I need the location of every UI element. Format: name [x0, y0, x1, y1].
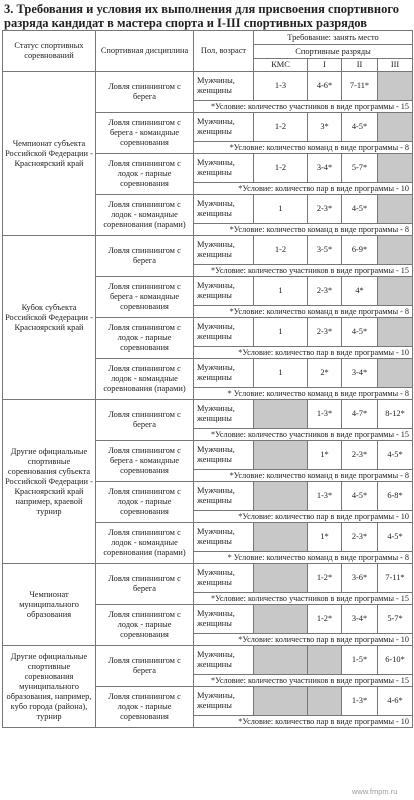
kms-cell [254, 605, 308, 634]
rank-1-cell: 1* [308, 523, 342, 552]
rank-3-cell [378, 72, 413, 101]
table-row [3, 400, 413, 429]
discipline-cell: Ловля спиннингом с берега - командные соревнования [96, 113, 194, 154]
condition-note: * Условие: количество команд в виде программы - 8 [194, 552, 413, 564]
rank-1-cell: 2-3* [308, 318, 342, 347]
discipline-cell: Ловля спиннингом с берега [96, 400, 194, 441]
rank-2-cell: 2-3* [342, 523, 378, 552]
header-requirement: Требование: занять место [254, 31, 413, 45]
discipline-cell: Ловля спиннингом с лодок - парные соревнования [96, 687, 194, 728]
discipline-cell: Ловля спиннингом с берега [96, 564, 194, 605]
rank-2-cell: 4-5* [342, 113, 378, 142]
rank-3-cell: 6-10* [378, 646, 413, 675]
header-kms: КМС [254, 59, 308, 72]
header-rank-3: III [378, 59, 413, 72]
rank-2-cell: 4-5* [342, 318, 378, 347]
condition-note: *Условие: количество участников в виде программы - 15 [194, 429, 413, 441]
rank-1-cell: 1* [308, 441, 342, 470]
header-rank-2: II [342, 59, 378, 72]
gender-cell: Мужчины, женщины [194, 646, 254, 675]
rank-2-cell: 2-3* [342, 441, 378, 470]
condition-note: *Условие: количество пар в виде программы - 10 [194, 511, 413, 523]
rank-1-cell: 2-3* [308, 277, 342, 306]
rank-2-cell: 3-6* [342, 564, 378, 593]
discipline-cell: Ловля спиннингом с лодок - командные соревнования (парами) [96, 359, 194, 400]
condition-note: *Условие: количество участников в виде программы - 15 [194, 101, 413, 113]
section-status: Другие официальные спортивные соревнования субъекта Российской Федерации - Красноярский край например, краевой турнир [3, 400, 96, 564]
rank-3-cell: 4-6* [378, 687, 413, 716]
rank-2-cell: 5-7* [342, 154, 378, 183]
gender-cell: Мужчины, женщины [194, 400, 254, 429]
rank-3-cell [378, 154, 413, 183]
rank-1-cell: 3* [308, 113, 342, 142]
rank-3-cell: 4-5* [378, 441, 413, 470]
rank-1-cell [308, 687, 342, 716]
kms-cell: 1 [254, 277, 308, 306]
gender-cell: Мужчины, женщины [194, 359, 254, 388]
condition-note: *Условие: количество пар в виде программы - 10 [194, 347, 413, 359]
rank-3-cell [378, 236, 413, 265]
rank-2-cell: 6-9* [342, 236, 378, 265]
condition-note: *Условие: количество команд в виде программы - 8 [194, 306, 413, 318]
rank-1-cell: 4-6* [308, 72, 342, 101]
rank-1-cell: 1-3* [308, 482, 342, 511]
rank-1-cell: 1-2* [308, 564, 342, 593]
header-discipline: Спортивная дисциплина [96, 31, 194, 72]
condition-note: *Условие: количество команд в виде программы - 8 [194, 470, 413, 482]
gender-cell: Мужчины, женщины [194, 72, 254, 101]
table-row [3, 646, 413, 675]
gender-cell: Мужчины, женщины [194, 277, 254, 306]
rank-3-cell: 7-11* [378, 564, 413, 593]
table-row [3, 236, 413, 265]
condition-note: * Условие: количество команд в виде программы - 8 [194, 388, 413, 400]
discipline-cell: Ловля спиннингом с берега - командные соревнования [96, 441, 194, 482]
rank-3-cell [378, 113, 413, 142]
page-title: 3. Требования и условия их выполнения для присвоения спортивного разряда кандидат в мастера спорта и I-III спортивных разрядов [4, 2, 399, 30]
gender-cell: Мужчины, женщины [194, 564, 254, 593]
gender-cell: Мужчины, женщины [194, 195, 254, 224]
discipline-cell: Ловля спиннингом с берега [96, 236, 194, 277]
rank-1-cell: 2* [308, 359, 342, 388]
kms-cell [254, 400, 308, 429]
discipline-cell: Ловля спиннингом с лодок - командные соревнования (парами) [96, 195, 194, 236]
kms-cell [254, 482, 308, 511]
rank-1-cell: 2-3* [308, 195, 342, 224]
kms-cell: 1 [254, 359, 308, 388]
header-ranks: Спортивные разряды [254, 45, 413, 59]
discipline-cell: Ловля спиннингом с лодок - командные соревнования (парами) [96, 523, 194, 564]
rank-1-cell [308, 646, 342, 675]
rank-3-cell [378, 359, 413, 388]
condition-note: *Условие: количество пар в виде программы - 10 [194, 716, 413, 728]
rank-2-cell: 3-4* [342, 605, 378, 634]
condition-note: *Условие: количество участников в виде программы - 15 [194, 265, 413, 277]
rank-1-cell: 3-5* [308, 236, 342, 265]
kms-cell: 1-2 [254, 113, 308, 142]
gender-cell: Мужчины, женщины [194, 441, 254, 470]
gender-cell: Мужчины, женщины [194, 687, 254, 716]
gender-cell: Мужчины, женщины [194, 605, 254, 634]
gender-cell: Мужчины, женщины [194, 236, 254, 265]
kms-cell: 1 [254, 195, 308, 224]
kms-cell [254, 523, 308, 552]
rank-2-cell: 4* [342, 277, 378, 306]
rank-3-cell: 6-8* [378, 482, 413, 511]
kms-cell [254, 687, 308, 716]
rank-2-cell: 4-5* [342, 482, 378, 511]
rank-2-cell: 7-11* [342, 72, 378, 101]
condition-note: *Условие: количество участников в виде программы - 15 [194, 593, 413, 605]
table-row [3, 564, 413, 593]
gender-cell: Мужчины, женщины [194, 318, 254, 347]
rank-2-cell: 3-4* [342, 359, 378, 388]
rank-3-cell: 4-5* [378, 523, 413, 552]
condition-note: *Условие: количество пар в виде программы - 10 [194, 183, 413, 195]
condition-note: *Условие: количество участников в виде программы - 15 [194, 675, 413, 687]
rank-3-cell [378, 318, 413, 347]
rank-1-cell: 1-3* [308, 400, 342, 429]
section-status: Другие официальные спортивные соревнования муниципального образования, например, кубо города (района), турнир [3, 646, 96, 728]
kms-cell: 1-2 [254, 236, 308, 265]
kms-cell [254, 646, 308, 675]
discipline-cell: Ловля спиннингом с лодок - парные соревнования [96, 318, 194, 359]
condition-note: *Условие: количество пар в виде программы - 10 [194, 634, 413, 646]
rank-3-cell [378, 195, 413, 224]
rank-1-cell: 1-2* [308, 605, 342, 634]
rank-3-cell: 5-7* [378, 605, 413, 634]
table-row [3, 72, 413, 101]
table-body [3, 72, 413, 728]
discipline-cell: Ловля спиннингом с берега [96, 646, 194, 687]
kms-cell: 1-2 [254, 154, 308, 183]
header-status: Статус спортивных соревнований [3, 31, 96, 72]
rank-2-cell: 1-3* [342, 687, 378, 716]
rank-1-cell: 3-4* [308, 154, 342, 183]
discipline-cell: Ловля спиннингом с лодок - парные соревнования [96, 482, 194, 523]
section-status: Чемпионат субъекта Российской Федерации - Красноярский край [3, 72, 96, 236]
gender-cell: Мужчины, женщины [194, 482, 254, 511]
discipline-cell: Ловля спиннингом с берега [96, 72, 194, 113]
header-gender: Пол, возраст [194, 31, 254, 72]
kms-cell [254, 564, 308, 593]
rank-2-cell: 4-5* [342, 195, 378, 224]
gender-cell: Мужчины, женщины [194, 523, 254, 552]
requirements-table [2, 30, 413, 728]
watermark: www.fmpm.ru [352, 787, 398, 796]
rank-3-cell: 8-12* [378, 400, 413, 429]
section-status: Кубок субъекта Российской Федерации - Красноярский край [3, 236, 96, 400]
rank-2-cell: 1-5* [342, 646, 378, 675]
discipline-cell: Ловля спиннингом с лодок - парные соревнования [96, 605, 194, 646]
gender-cell: Мужчины, женщины [194, 113, 254, 142]
gender-cell: Мужчины, женщины [194, 154, 254, 183]
kms-cell: 1-3 [254, 72, 308, 101]
kms-cell: 1 [254, 318, 308, 347]
rank-2-cell: 4-7* [342, 400, 378, 429]
kms-cell [254, 441, 308, 470]
section-status: Чемпионат муниципального образования [3, 564, 96, 646]
condition-note: *Условие: количество команд в виде программы - 8 [194, 142, 413, 154]
condition-note: *Условие: количество команд в виде программы - 8 [194, 224, 413, 236]
rank-3-cell [378, 277, 413, 306]
discipline-cell: Ловля спиннингом с лодок - парные соревнования [96, 154, 194, 195]
header-rank-1: I [308, 59, 342, 72]
discipline-cell: Ловля спиннингом с берега - командные соревнования [96, 277, 194, 318]
